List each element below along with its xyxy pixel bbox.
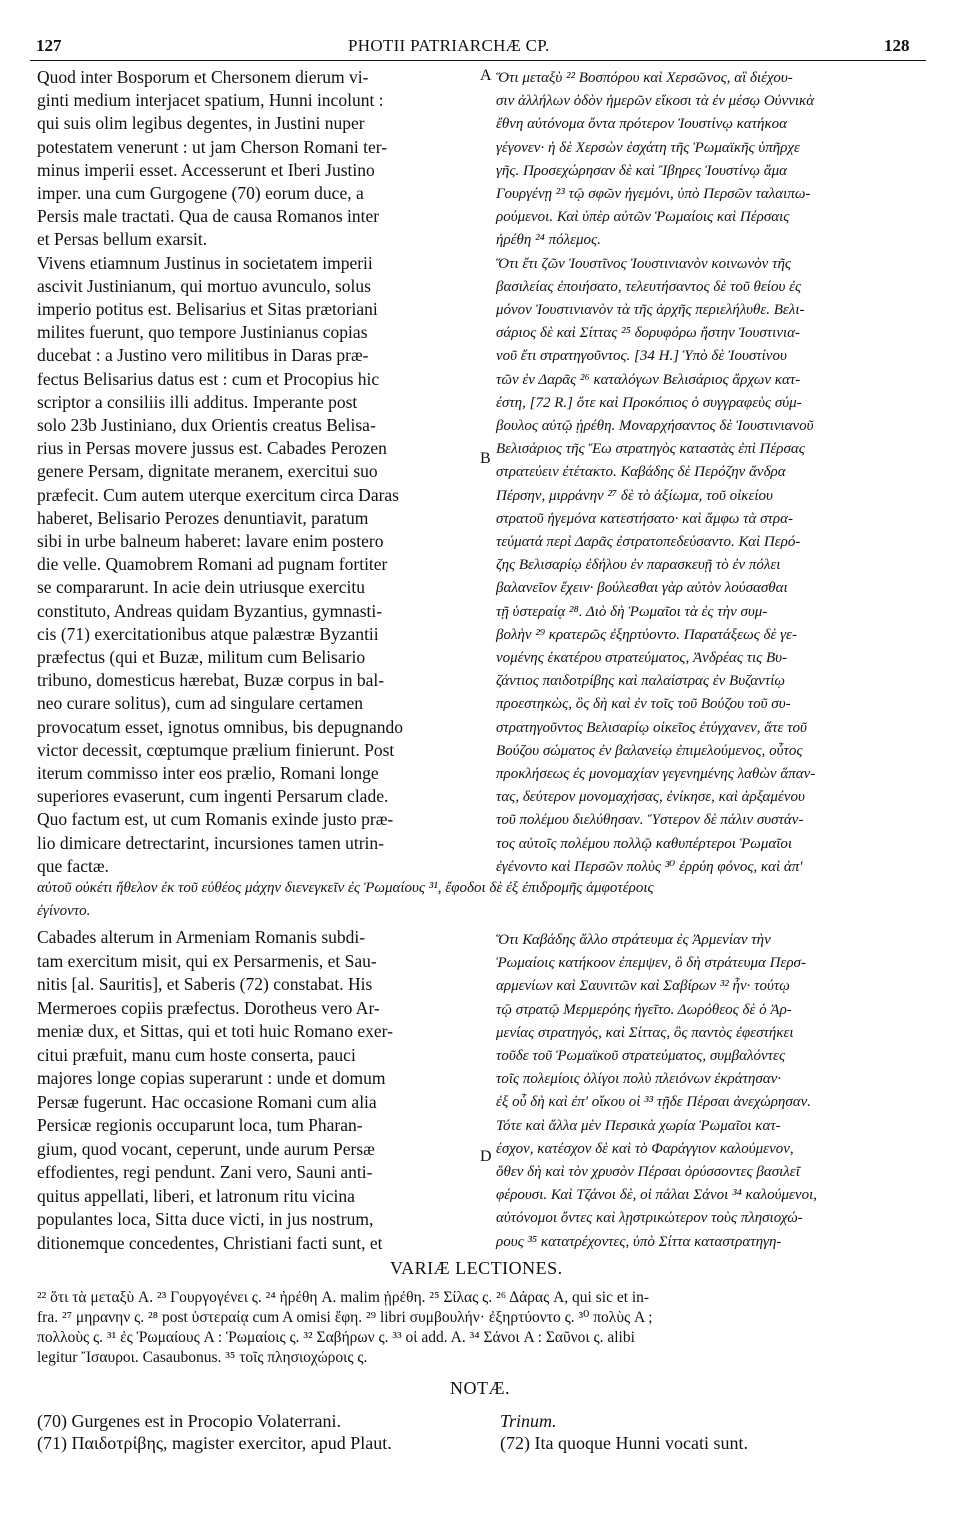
latin-line: fectus Belisarius datus est : cum et Procopius hic — [37, 368, 380, 389]
latin-line: nitis [al. Sauritis], et Saberis (72) constabat. His — [37, 974, 373, 994]
latin-line: neo curare solitus), cum ad singulare certamen — [37, 693, 364, 714]
latin-line: Quod inter Bosporum et Chersonem dierum vi- — [37, 67, 369, 87]
running-title: PHOTII PATRIARCHÆ CP. — [348, 36, 550, 55]
latin-line: provocatum esset, ignotus omnibus, bis depugnando — [37, 716, 404, 737]
latin-line: superiores evaserunt, cum ingenti Persarum clade. — [37, 786, 389, 807]
latin-line: haberet, Belisario Perozes denuntiavit, paratum — [37, 507, 369, 528]
notae-title: NOTÆ. — [450, 1378, 510, 1398]
latin-line: cis (71) exercitationibus atque palæstræ Byzantii — [37, 623, 379, 644]
variant-reading-line: ²² ὅτι τὰ μεταξὺ A. ²³ Γουργογένει ς. ²⁴ ἠρέθη A. malim ᾑρέθη. ²⁵ Σίλας ς. ²⁶ Δάρας A, qui sic et in- — [37, 1289, 650, 1306]
greek-line: ἐξ οὗ δὴ καὶ ἐπ' οἴκου οἱ ³³ τῇδε Πέρσαι ἀνεχώρησαν. — [496, 1094, 812, 1111]
latin-line: iterum commisso inter eos prælio, Romani longe — [37, 763, 379, 783]
greek-line: τος αὐτοῖς πολέμου πολλῷ καθυπέρτεροι Ῥωμαῖοι — [496, 835, 793, 852]
note-line: (71) Παιδοτρίβης, magister exercitor, apud Plaut. — [37, 1433, 392, 1453]
greek-line: τῇ ὑστεραίᾳ ²⁸. Διὸ δὴ Ῥωμαῖοι τὰ ἐς τὴν συμ- — [496, 603, 768, 620]
latin-line: constituto, Andreas quidam Byzantius, gymnasti- — [37, 600, 383, 621]
greek-line: ἐγένοντο καὶ Περσῶν πολὺς ³⁰ ἐρρύη φόνος, καὶ ἀπ' — [496, 858, 803, 875]
latin-line: Quo factum est, ut cum Romanis exinde justo præ- — [37, 809, 394, 830]
latin-line: qui suis olim legibus degentes, in Justini nuper — [37, 113, 365, 134]
latin-line: effodientes, regi pendunt. Zani vero, Sauni anti- — [37, 1162, 373, 1182]
latin-line: que factæ. — [37, 855, 109, 876]
greek-line: ρούμενοι. Καὶ ὑπὲρ αὐτῶν Ῥωμαίοις καὶ Πέρσαις — [496, 209, 790, 226]
greek-line: γῆς. Προσεχώρησαν δὲ καὶ Ἴβηρες Ἰουστίνῳ ἅμα — [496, 162, 788, 179]
header-rule — [30, 60, 926, 61]
greek-line: Γουργένῃ ²³ τῷ σφῶν ἡγεμόνι, ὑπὸ Περσῶν ταλαιπω- — [496, 186, 811, 202]
latin-line: Mermeroes copiis præfectus. Dorotheus vero Ar- — [37, 997, 380, 1018]
greek-line: ρους ³⁵ κατατρέχοντες, ὑπὸ Σίττα καταστρατηγη- — [496, 1233, 782, 1250]
greek-line: Τότε καὶ ἄλλα μὲν Περσικὰ χωρία Ῥωμαῖοι κατ- — [496, 1117, 781, 1134]
greek-line: έσχον, κατέσχον δὲ καὶ τὸ Φαράγγιον καλούμενον, — [496, 1140, 794, 1157]
latin-line: tam exercitum misit, qui ex Persarmenis, et Sau- — [37, 950, 377, 971]
greek-line: τοῦδε τοῦ Ῥωμαϊκοῦ στρατεύματος, συμβαλόντες — [496, 1048, 786, 1064]
greek-line: Ὅτι Καβάδης ἄλλο στράτευμα ἐς Ἀρμενίαν τὴν — [496, 932, 771, 948]
latin-line: præfecit. Cum autem uterque exercitum circa Daras — [37, 484, 399, 505]
latin-line: ascivit Justinianum, qui mortuo avunculo, solus — [37, 275, 371, 296]
greek-line: βαλανεῖον ἔχειν· βούλεσθαι γὰρ αὐτὸν λούσασθαι — [496, 580, 788, 597]
greek-line: Πέρσην, μιρράνην ²⁷ δὲ τὸ ἀξίωμα, τοῦ οἰκείου — [496, 487, 773, 504]
greek-line: βασιλείας ἐποιήσατο, τελευτήσαντος δὲ τοῦ θείου ἐς — [496, 278, 802, 295]
greek-line: Ῥωμαίοις κατήκοον ἐπεμψεν, ὃ δὴ στράτευμα Περσ- — [496, 955, 806, 972]
greek-line: στρατοῦ ἡγεμόνα κατεστήσατο· καὶ ἄμφω τὰ στρα- — [496, 510, 793, 527]
greek-line: τοῦ πολέμου διελύθησαν. Ὕστερον δὲ πάλιν συστάν- — [496, 812, 804, 829]
greek-line: σιν ἀλλήλων ὁδὸν ἡμερῶν εἴκοσι τὰ ἐν μέσῳ Οὐννικὰ — [496, 93, 815, 110]
greek-line: μενίας στρατηγός, καὶ Σίττας, ὃς παντὸς ἐφεστήκει — [496, 1024, 794, 1041]
latin-line: tribuno, domesticus hærebat, Buzæ corpus in bal- — [37, 670, 385, 691]
greek-full-line-2: ἐγίνοντο. — [37, 903, 91, 919]
greek-line: στρατηγοῦντος Βελισαρίῳ οἰκεῖος ἐτύγχανεν, ἅτε τοῦ — [496, 719, 807, 736]
latin-line: gium, quod vocant, ceperunt, unde aurum Persæ — [37, 1138, 375, 1159]
latin-line: ginti medium interjacet spatium, Hunni incolunt : — [37, 90, 384, 111]
greek-full-line: αὐτοῦ οὐκέτι ἤθελον ἐκ τοῦ εὐθέος μάχην διενεγκεῖν ἐς Ῥωμαίους ³¹, ἔφοδοι δὲ ἐξ ἐπιδρομῆς ἀμφοτέροις — [37, 880, 654, 896]
greek-line: ἔθνη αὐτόνομα ὄντα πρότερον Ἰουστίνῳ κατήκοα — [496, 116, 788, 133]
latin-line: imperio potitus est. Belisarius et Sitas prætoriani — [37, 299, 378, 319]
page-number-right: 128 — [884, 36, 910, 55]
latin-line: solo 23b Justiniano, dux Orientis creatus Belisa- — [37, 415, 376, 435]
greek-line: μόνον Ἰουστινιανὸν τὰ τῆς ἀρχῆς περιελήλυθε. Βελι- — [496, 302, 805, 318]
latin-line: Persicæ regionis occuparunt loca, tum Pharan- — [37, 1115, 363, 1135]
latin-line: Persis male tractati. Qua de causa Romanos inter — [37, 206, 380, 227]
variant-reading-line: legitur Ἴσαυροι. Casaubonus. ³⁵ τοῖς πλησιοχώροις ς. — [37, 1349, 368, 1366]
latin-line: imper. una cum Gurgogene (70) eorum duce, a — [37, 183, 364, 203]
latin-line: scriptor a consiliis illi additus. Imperante post — [37, 391, 358, 412]
latin-line: lio dimicare detrectarint, incursiones tamen utrin- — [37, 832, 384, 853]
greek-line: ὅθεν δὴ καὶ τὸν χρυσὸν Πέρσαι ὀρύσσοντες βασιλεῖ — [496, 1164, 800, 1180]
greek-line: νοῦ ἔτι στρατηγοῦντος. [34 H.] Ὑπὸ δὲ Ἰουστίνου — [496, 348, 787, 365]
latin-line: se compararunt. In acie dein utriusque exercitu — [37, 577, 365, 598]
greek-line: τοῖς πολεμίοις ὀλίγοι πολὺ πλειόνων ἐκράτησαν· — [496, 1071, 782, 1088]
latin-line: potestatem venerunt : ut jam Cherson Romani ter- — [37, 136, 388, 157]
latin-line: citui præfuit, manu cum hoste conserta, pauci — [37, 1044, 356, 1065]
greek-line: αρμενίων καὶ Σαυνιτῶν καὶ Σαβίρων ³² ἦν· τούτῳ — [496, 978, 790, 995]
greek-line: έστη, [72 R.] ὅτε καὶ Προκόπιος ὁ συγγραφεὺς σύμ- — [496, 394, 802, 411]
latin-line: minus imperii esset. Accesserunt et Iberi Justino — [37, 159, 375, 180]
greek-line: τῶν ἐν Δαρᾶς ²⁶ καταλόγων Βελισάριος ἄρχων κατ- — [496, 371, 801, 388]
note-line: (70) Gurgenes est in Procopio Volaterrani. — [37, 1411, 341, 1431]
latin-line: Vivens etiamnum Justinus in societatem imperii — [37, 252, 373, 273]
greek-line: αὐτόνομοι ὄντες καὶ λῃστρικώτερον τοὺς πλησιοχώ- — [496, 1210, 803, 1227]
greek-line: σάριος δὲ καὶ Σίττας ²⁵ δορυφόρω ἤστην Ἰουστινια- — [496, 325, 801, 342]
margin-marker-b: B — [480, 450, 491, 467]
margin-marker-d: D — [480, 1148, 492, 1165]
greek-line: Ὅτι ἔτι ζῶν Ἰουστῖνος Ἰουστινιανὸν κοινωνὸν τῆς — [496, 255, 791, 272]
variant-reading-line: fra. ²⁷ μηρανην ς. ²⁸ post ὑστεραίᾳ cum A omisi ἔφη. ²⁹ libri συμβουλήν· ἐξηρτύοντο ς. ³⁰ πολὺς A ; — [37, 1309, 653, 1326]
latin-line: genere Persam, dignitate meranem, exercitui suo — [37, 461, 378, 482]
latin-line: præfectus (qui et Buzæ, militum cum Belisario — [37, 647, 366, 667]
latin-line: Persæ fugerunt. Hac occasione Romani cum alia — [37, 1091, 377, 1112]
latin-line: milites fuerunt, quo tempore Justinianus copias — [37, 322, 368, 343]
greek-line: Ὅτι μεταξὺ ²² Βοσπόρου καὶ Χερσῶνος, αἳ διέχου- — [496, 70, 793, 86]
greek-line: ζάντιος παιδοτρίβης καὶ παλαίστρας ἐν Βυζαντίῳ — [496, 673, 785, 690]
latin-line: die velle. Quamobrem Romani ad pugnam fortiter — [37, 554, 388, 575]
latin-line: et Persas bellum exarsit. — [37, 229, 208, 250]
greek-line: προεστηκὼς, ὃς δὴ καὶ ἐν τοῖς τοῦ Βούζου τοῦ συ- — [496, 696, 791, 713]
variant-reading-line: πολλοὺς ς. ³¹ ἐς Ῥωμαίους A : Ῥωμαίοις ς. ³² Σαβήρων ς. ³³ οἱ add. A. ³⁴ Σάνοι A : Σαῦνοι ς. alibi — [37, 1329, 635, 1346]
latin-line: ducebat : a Justino vero militibus in Daras præ- — [37, 345, 369, 366]
latin-line: quitus appellati, liberi, et latronum ritu vicina — [37, 1185, 355, 1206]
latin-line: meniæ dux, et Sittas, qui et toti huic Romano exer- — [37, 1021, 393, 1041]
greek-line: νομένης ἑκατέρου στρατεύματος, Ἀνδρέας τις Βυ- — [496, 650, 788, 666]
greek-line: ζης Βελισαρίῳ ἐδήλου ἐν παρασκευῇ τὸ ἐν πόλει — [496, 557, 781, 574]
latin-line: Cabades alterum in Armeniam Romanis subdi- — [37, 927, 366, 947]
latin-line: victor decessit, cœptumque prælium finierunt. Post — [37, 739, 395, 760]
greek-line: φέρουσι. Καὶ Τζάνοι δὲ, οἱ πάλαι Σάνοι ³⁴ καλούμενοι, — [496, 1187, 817, 1204]
greek-line: ἠρέθη ²⁴ πόλεμος. — [496, 232, 601, 249]
greek-line: τεύματά περὶ Δαρᾶς ἐστρατοπεδεύσαντο. Καὶ Περό- — [496, 534, 801, 550]
note-line: Trinum. — [500, 1411, 557, 1431]
latin-line: sibi in urbe balneum haberet: lavare enim postero — [37, 531, 384, 551]
greek-line: προκλήσεως ἐς μονομαχίαν γεγενημένης λαθὼν ἅπαν- — [496, 766, 816, 782]
greek-line: τῷ στρατῷ Μερμερόης ἡγεῖτο. Δωρόθεος δὲ ὁ Ἀρ- — [496, 1001, 792, 1018]
greek-line: στρατεύειν ἐτέτακτο. Καβάδης δὲ Περόζην ἄνδρα — [496, 464, 786, 481]
latin-line: ditionemque concedentes, Christiani facti sunt, et — [37, 1232, 383, 1253]
latin-line: populantes loca, Sitta duce victi, in jus nostrum, — [37, 1209, 374, 1229]
latin-line: majores longe copias superarunt : unde et domum — [37, 1068, 386, 1088]
greek-line: Βελισάριος τῆς Ἕω στρατηγὸς καταστὰς ἐπὶ Πέρσας — [496, 441, 805, 458]
greek-line: γέγονεν· ἡ δὲ Χερσὼν ἐσχάτη τῆς Ῥωμαϊκῆς ὑπῆρχε — [496, 139, 800, 156]
margin-marker-a: A — [480, 67, 492, 84]
greek-line: τας, δεύτερον μονομαχήσας, ἐνίκησε, καὶ ἀρξαμένου — [496, 789, 805, 806]
greek-line: Βούζου σώματος ἐν βαλανείῳ ἐπιμελούμενος, οὗτος — [496, 742, 803, 759]
greek-line: βολὴν ²⁹ κρατερῶς ἐξηρτύοντο. Παρατάξεως δὲ γε- — [496, 626, 797, 643]
greek-line: βουλος αὐτῷ ᾑρέθη. Μοναρχήσαντος δὲ Ἰουστινιανοῦ — [496, 418, 814, 434]
latin-line: rius in Persas movere jussus est. Cabades Perozen — [37, 438, 387, 459]
page-number-left: 127 — [36, 36, 62, 55]
note-line: (72) Ita quoque Hunni vocati sunt. — [500, 1433, 748, 1453]
variae-title: VARIÆ LECTIONES. — [390, 1258, 563, 1278]
